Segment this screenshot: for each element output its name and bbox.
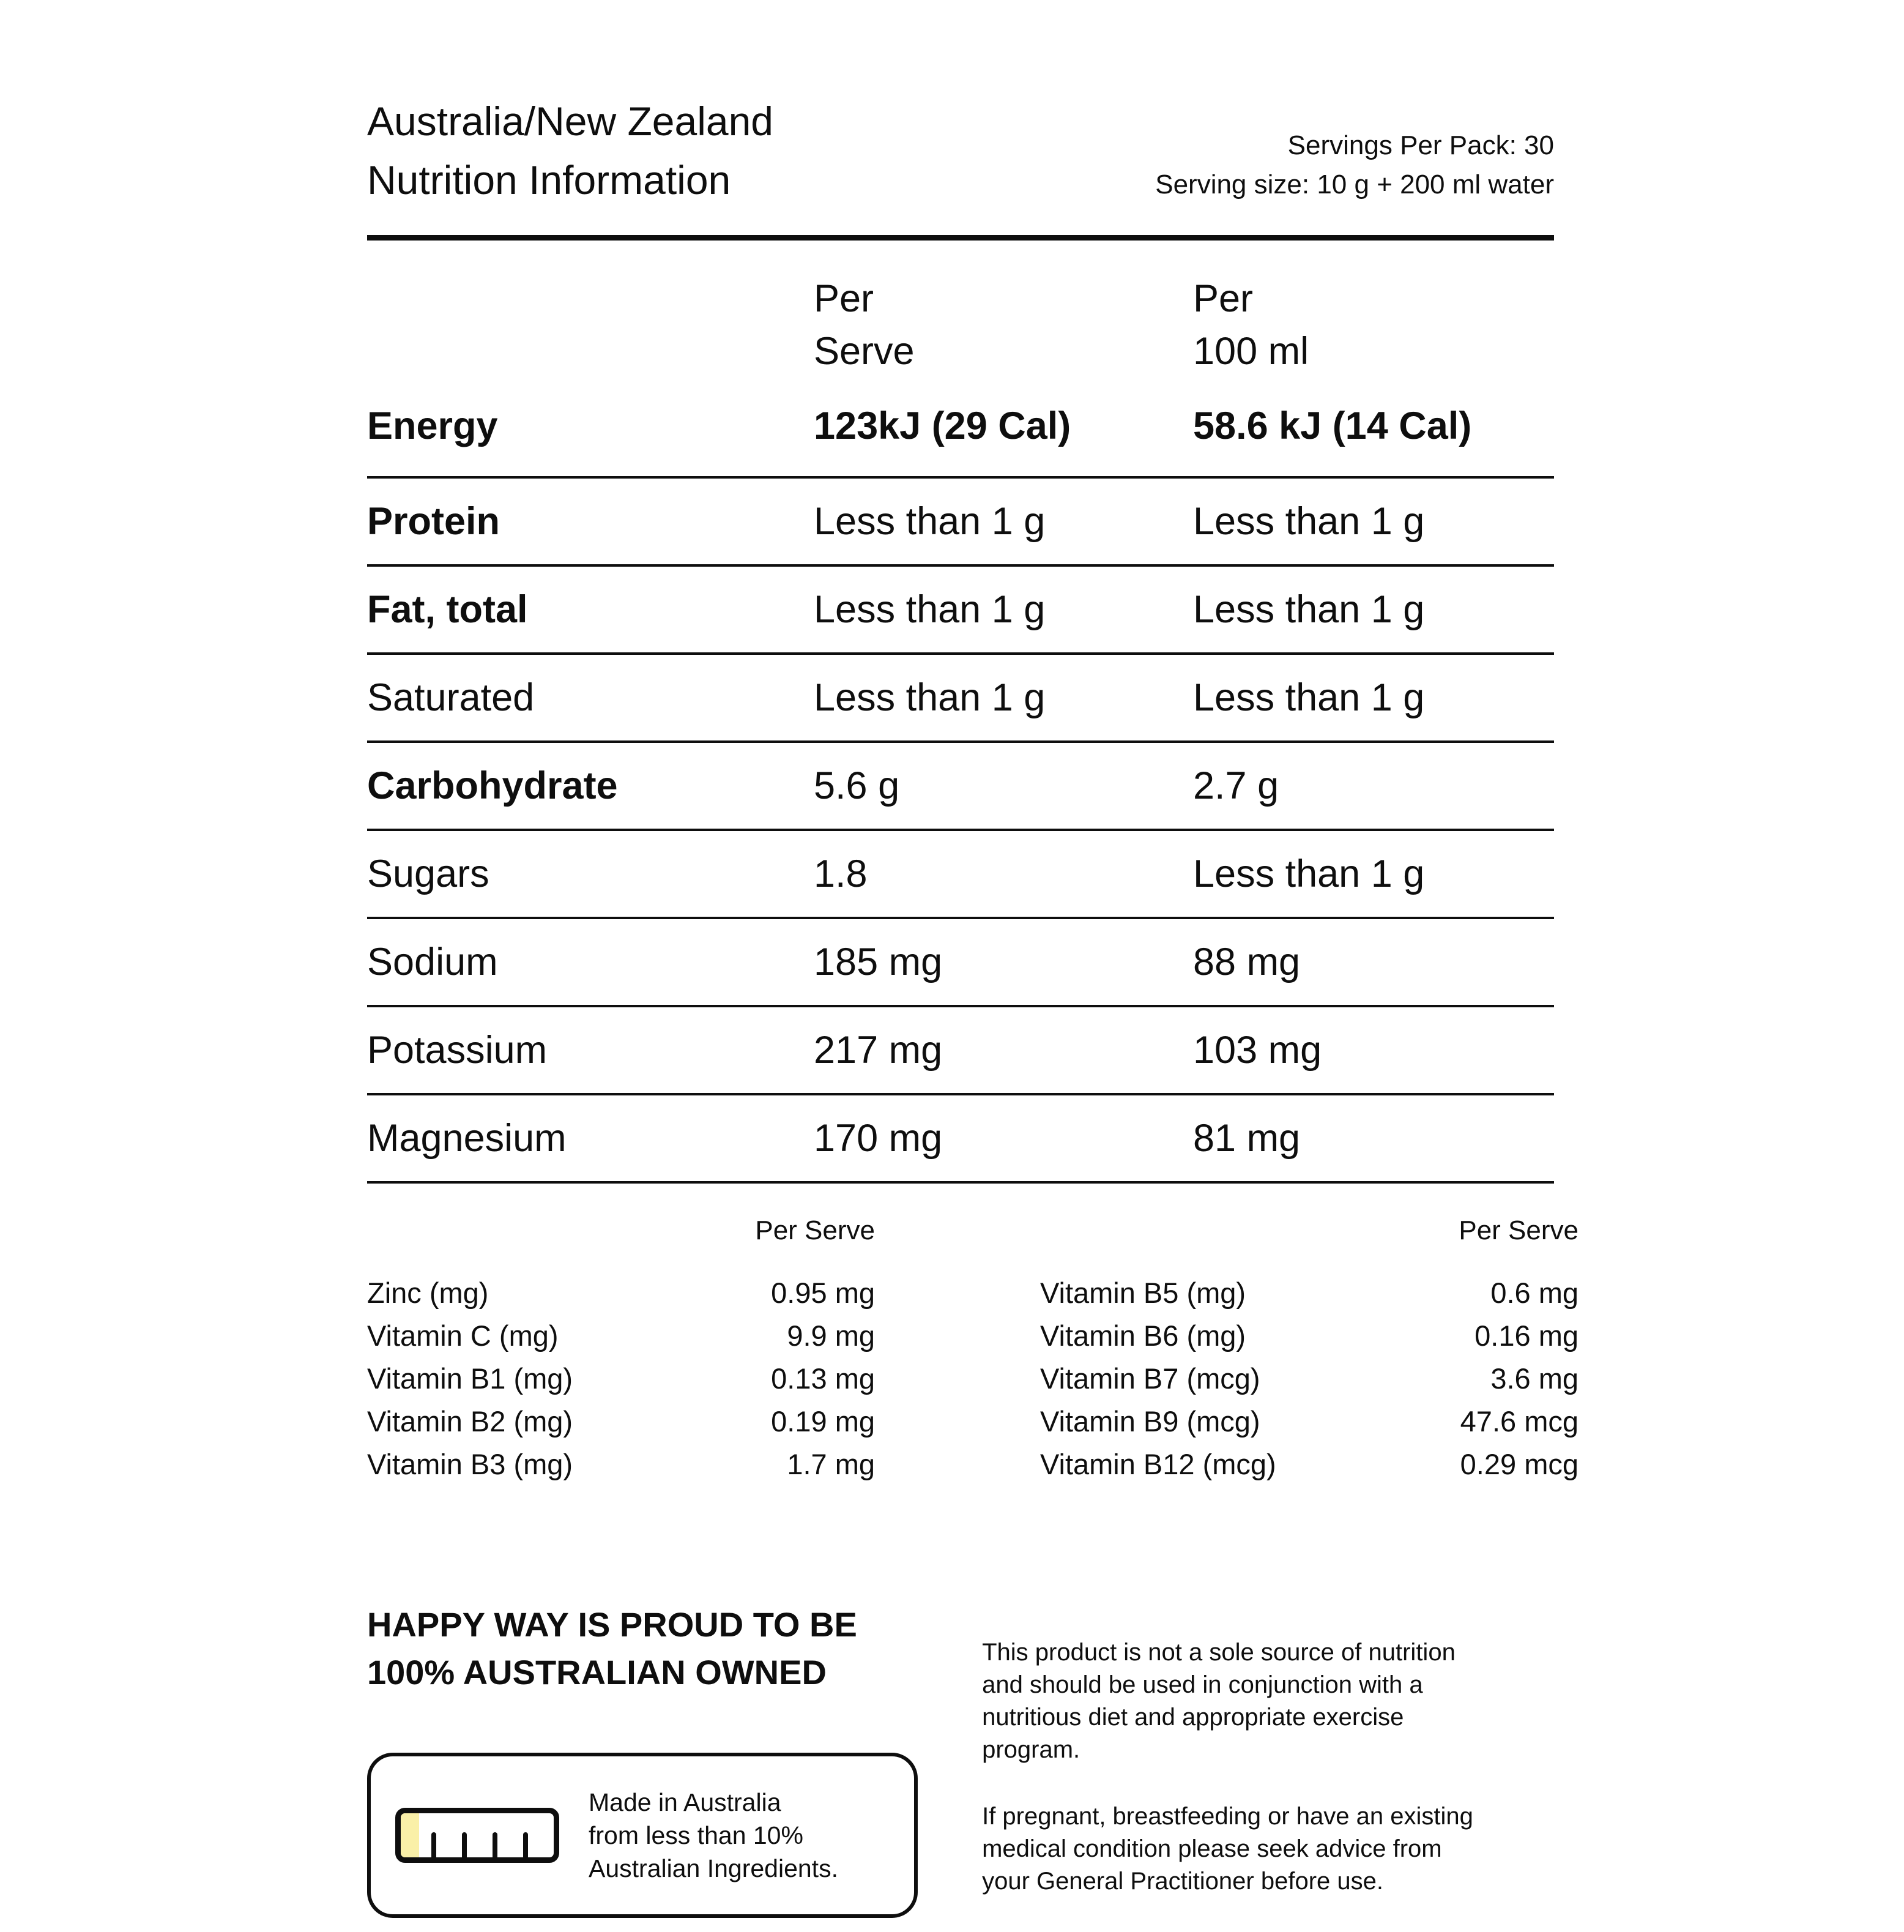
row-label: Energy xyxy=(367,404,498,447)
row-label: Magnesium xyxy=(367,1117,567,1160)
disclaimer-line: This product is not a sole source of nutrition xyxy=(982,1639,1456,1666)
header-divider xyxy=(367,235,1554,241)
row-per-serve: 1.8 xyxy=(814,852,868,895)
vitamin-label: Zinc (mg) xyxy=(367,1277,489,1309)
row-per-serve: 123kJ (29 Cal) xyxy=(814,404,1071,447)
vitamin-label: Vitamin B5 (mg) xyxy=(1040,1277,1246,1309)
disclaimer-nutrition xyxy=(982,1636,1579,1766)
vitamin-row xyxy=(1040,1357,1579,1400)
vitamin-row xyxy=(1040,1272,1579,1315)
made-line2: from less than 10% xyxy=(589,1821,803,1849)
row-label: Sugars xyxy=(367,852,489,895)
made-line1: Made in Australia xyxy=(589,1788,781,1816)
table-row-energy xyxy=(367,375,1554,479)
australian-owned-heading xyxy=(367,1601,945,1696)
table-row-protein xyxy=(367,479,1554,567)
vitamin-row xyxy=(1040,1400,1579,1443)
row-per-serve: 217 mg xyxy=(814,1029,943,1072)
vitamins-right-group xyxy=(1040,1272,1579,1486)
per-100ml-line2: 100 ml xyxy=(1193,330,1309,373)
panel-title xyxy=(367,92,773,209)
col-header-per-100ml xyxy=(1193,272,1309,378)
disclaimer-line: If pregnant, breastfeeding or have an existing xyxy=(982,1803,1473,1830)
row-label: Potassium xyxy=(367,1029,548,1072)
vitamin-column-headers xyxy=(367,1215,1579,1252)
vitamin-value: 0.13 mg xyxy=(771,1362,875,1395)
vitamin-value: 0.6 mg xyxy=(1490,1277,1579,1309)
panel-title-line1: Australia/New Zealand xyxy=(367,99,773,144)
panel-header xyxy=(367,0,1554,235)
vitamin-label: Vitamin B3 (mg) xyxy=(367,1448,573,1480)
per-100ml-line1: Per xyxy=(1193,277,1254,320)
disclaimer-pregnancy xyxy=(982,1800,1579,1898)
footer-section xyxy=(367,1601,1579,1932)
vitamins-section xyxy=(367,1272,1579,1486)
table-row-carbohydrate xyxy=(367,743,1554,831)
disclaimer-line: your General Practitioner before use. xyxy=(982,1868,1383,1895)
column-headers xyxy=(367,241,1554,375)
bar-tick xyxy=(431,1832,436,1859)
vitamins-left-group xyxy=(367,1272,875,1486)
row-per-serve: 5.6 g xyxy=(814,764,900,807)
per-serve-line2: Serve xyxy=(814,330,915,373)
vitamin-row xyxy=(1040,1443,1579,1486)
row-per-serve: Less than 1 g xyxy=(814,588,1046,631)
disclaimer-line: and should be used in conjunction with a xyxy=(982,1671,1423,1698)
row-per-serve: 185 mg xyxy=(814,941,943,983)
row-label: Fat, total xyxy=(367,588,528,631)
row-per-100ml: Less than 1 g xyxy=(1193,852,1425,895)
table-row-potassium xyxy=(367,1007,1554,1095)
vitamin-label: Vitamin B6 (mg) xyxy=(1040,1319,1246,1352)
bar-tick xyxy=(523,1832,528,1859)
vitamin-row xyxy=(367,1272,875,1315)
bar-fill xyxy=(401,1813,419,1857)
vitamin-label: Vitamin B1 (mg) xyxy=(367,1362,573,1395)
vitamin-label: Vitamin C (mg) xyxy=(367,1319,559,1352)
vitamin-value: 3.6 mg xyxy=(1490,1362,1579,1395)
nutrition-panel xyxy=(367,0,1579,1932)
serving-info xyxy=(1155,126,1554,209)
vitamin-value: 9.9 mg xyxy=(787,1319,875,1352)
table-row-sugars xyxy=(367,831,1554,919)
made-in-australia-box xyxy=(367,1753,918,1918)
row-label: Carbohydrate xyxy=(367,764,618,807)
row-label: Protein xyxy=(367,500,500,543)
vitamin-label: Vitamin B12 (mcg) xyxy=(1040,1448,1276,1480)
footer-left xyxy=(367,1601,945,1932)
vitamin-row xyxy=(367,1443,875,1486)
vitamin-value: 47.6 mcg xyxy=(1460,1405,1579,1438)
serving-size: Serving size: 10 g + 200 ml water xyxy=(1155,170,1554,200)
heading-line2: 100% AUSTRALIAN OWNED xyxy=(367,1653,827,1691)
heading-line1: HAPPY WAY IS PROUD TO BE xyxy=(367,1605,857,1644)
row-label: Saturated xyxy=(367,676,535,719)
panel-title-line2: Nutrition Information xyxy=(367,157,731,203)
made-in-australia-text xyxy=(589,1786,838,1885)
bar-tick xyxy=(462,1832,467,1859)
col-header-per-serve xyxy=(814,272,915,378)
vitamin-value: 0.16 mg xyxy=(1474,1319,1579,1352)
vitamin-label: Vitamin B9 (mcg) xyxy=(1040,1405,1260,1438)
made-line3: Australian Ingredients. xyxy=(589,1854,838,1882)
vitamin-row xyxy=(367,1357,875,1400)
table-row-fat-total xyxy=(367,567,1554,655)
vitamin-label: Vitamin B2 (mg) xyxy=(367,1405,573,1438)
vitamin-row xyxy=(367,1400,875,1443)
vitamin-left-per-serve-header: Per Serve xyxy=(755,1215,875,1245)
vitamin-value: 0.29 mcg xyxy=(1460,1448,1579,1480)
bar-tick xyxy=(493,1832,497,1859)
row-label: Sodium xyxy=(367,941,498,983)
row-per-serve: 170 mg xyxy=(814,1117,943,1160)
vitamin-right-per-serve-header: Per Serve xyxy=(1459,1215,1579,1245)
vitamin-value: 0.19 mg xyxy=(771,1405,875,1438)
table-row-sodium xyxy=(367,919,1554,1007)
vitamin-value: 0.95 mg xyxy=(771,1277,875,1309)
footer-disclaimers xyxy=(982,1601,1579,1932)
row-per-serve: Less than 1 g xyxy=(814,500,1046,543)
row-per-100ml: Less than 1 g xyxy=(1193,588,1425,631)
table-row-magnesium xyxy=(367,1095,1554,1184)
row-per-serve: Less than 1 g xyxy=(814,676,1046,719)
row-per-100ml: Less than 1 g xyxy=(1193,500,1425,543)
made-in-australia-bar-icon xyxy=(395,1808,559,1863)
per-serve-line1: Per xyxy=(814,277,874,320)
disclaimer-line: nutritious diet and appropriate exercise xyxy=(982,1704,1404,1731)
row-per-100ml: 103 mg xyxy=(1193,1029,1322,1072)
servings-per-pack: Servings Per Pack: 30 xyxy=(1287,130,1554,160)
vitamin-value: 1.7 mg xyxy=(787,1448,875,1480)
row-per-100ml: 58.6 kJ (14 Cal) xyxy=(1193,404,1472,447)
row-per-100ml: 88 mg xyxy=(1193,941,1301,983)
vitamin-label: Vitamin B7 (mcg) xyxy=(1040,1362,1260,1395)
row-per-100ml: 81 mg xyxy=(1193,1117,1301,1160)
vitamin-row xyxy=(1040,1315,1579,1357)
vitamin-row xyxy=(367,1315,875,1357)
disclaimer-line: program. xyxy=(982,1736,1080,1763)
row-per-100ml: 2.7 g xyxy=(1193,764,1279,807)
row-per-100ml: Less than 1 g xyxy=(1193,676,1425,719)
table-row-saturated xyxy=(367,655,1554,743)
disclaimer-line: medical condition please seek advice from xyxy=(982,1835,1442,1862)
